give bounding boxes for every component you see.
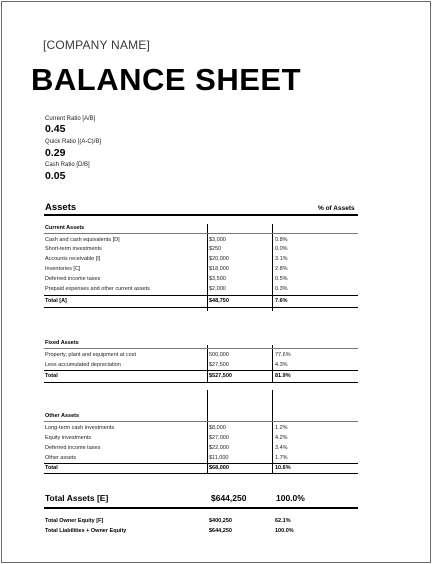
fixed-assets-total-amount: $527,500 — [209, 373, 232, 379]
current-ratio-value: 0.45 — [45, 123, 66, 135]
liabilities-equity-label: Total Liabilities + Owner Equity — [45, 528, 127, 534]
column-divider — [272, 390, 273, 473]
asset-row-label: Deferred income taxes — [45, 276, 101, 282]
current-assets-heading: Current Assets — [45, 225, 85, 231]
asset-row-pct: 3.1% — [275, 256, 288, 262]
liabilities-equity-amount: $644,250 — [209, 528, 232, 534]
asset-row-amount[interactable]: $8,000 — [209, 425, 226, 431]
fixed-assets-heading: Fixed Assets — [45, 340, 79, 346]
current-assets-total-pct: 7.6% — [275, 298, 288, 304]
cash-ratio-value: 0.05 — [45, 170, 66, 182]
quick-ratio-label: Quick Ratio [(A-C)/B] — [45, 139, 102, 145]
asset-row-pct: 1.2% — [275, 425, 288, 431]
fixed-assets-total-pct: 81.9% — [275, 373, 291, 379]
asset-row-pct: 4.3% — [275, 362, 288, 368]
total-assets-pct: 100.0% — [276, 493, 305, 503]
pct-of-assets-header: % of Assets — [318, 205, 355, 212]
asset-row-amount[interactable]: $3,000 — [209, 237, 226, 243]
asset-row-amount[interactable]: $2,000 — [209, 286, 226, 292]
quick-ratio-value: 0.29 — [45, 147, 66, 159]
asset-row-pct: 0.0% — [275, 246, 288, 252]
asset-row-label: Long-term cash investments — [45, 425, 115, 431]
asset-row-pct: 0.5% — [275, 276, 288, 282]
asset-row-pct: 0.8% — [275, 237, 288, 243]
total-assets-rule — [44, 507, 358, 509]
asset-row-pct: 1.7% — [275, 455, 288, 461]
fixed-assets-total-label: Total — [45, 373, 58, 379]
asset-row-label: Deferred income taxes — [45, 445, 101, 451]
asset-row-label: Equity investments — [45, 435, 92, 441]
other-assets-total-label: Total — [45, 465, 58, 471]
asset-row-amount[interactable]: $250 — [209, 246, 222, 252]
asset-row-amount[interactable]: $20,000 — [209, 256, 229, 262]
other-assets-heading: Other Assets — [45, 413, 80, 419]
column-divider — [207, 390, 208, 473]
asset-row-pct: 2.8% — [275, 266, 288, 272]
owner-equity-pct: 62.1% — [275, 518, 291, 524]
assets-header-rule — [44, 214, 358, 216]
column-divider — [272, 345, 273, 383]
total-rule — [44, 473, 358, 474]
other-assets-total-pct: 10.6% — [275, 465, 291, 471]
asset-row-amount[interactable]: $27,500 — [209, 362, 229, 368]
section-rule — [44, 348, 358, 349]
total-rule — [44, 463, 358, 464]
total-rule — [44, 307, 358, 308]
asset-row-amount[interactable]: $27,000 — [209, 435, 229, 441]
current-assets-total-amount: $48,750 — [209, 298, 229, 304]
asset-row-label: Other assets — [45, 455, 77, 461]
owner-equity-amount: $400,250 — [209, 518, 232, 524]
company-name[interactable]: [COMPANY NAME] — [43, 38, 151, 52]
asset-row-amount[interactable]: 500,000 — [209, 352, 229, 358]
asset-row-amount[interactable]: $18,000 — [209, 266, 229, 272]
current-assets-total-label: Total [A] — [45, 298, 67, 304]
asset-row-label: Accounts receivable [I] — [45, 256, 101, 262]
asset-row-amount[interactable]: $22,000 — [209, 445, 229, 451]
asset-row-label: Less accumulated depreciation — [45, 362, 121, 368]
asset-row-label: Cash and cash equivalents [D] — [45, 237, 120, 243]
column-divider — [272, 224, 273, 311]
asset-row-amount[interactable]: $11,000 — [209, 455, 229, 461]
column-divider — [207, 345, 208, 383]
owner-equity-label: Total Owner Equity [F] — [45, 518, 104, 524]
column-divider — [207, 224, 208, 311]
asset-row-label: Property, plant and equipment at cost — [45, 352, 137, 358]
section-rule — [44, 233, 358, 234]
total-rule — [44, 382, 358, 383]
asset-row-label: Prepaid expenses and other current assets — [45, 286, 150, 292]
liabilities-equity-pct: 100.0% — [275, 528, 294, 534]
other-assets-total-amount: $68,000 — [209, 465, 229, 471]
total-assets-label: Total Assets [E] — [45, 493, 109, 503]
asset-row-label: Short-term investments — [45, 246, 102, 252]
total-assets-amount: $644,250 — [211, 493, 247, 503]
cash-ratio-label: Cash Ratio [D/B] — [45, 162, 90, 168]
current-ratio-label: Current Ratio [A/B] — [45, 116, 96, 122]
page-title: BALANCE SHEET — [31, 62, 302, 97]
assets-section-title: Assets — [45, 202, 77, 213]
asset-row-label: Inventories [C] — [45, 266, 81, 272]
asset-row-pct: 4.2% — [275, 435, 288, 441]
total-rule — [44, 370, 358, 371]
total-rule — [44, 295, 358, 296]
asset-row-pct: 0.3% — [275, 286, 288, 292]
asset-row-amount[interactable]: $3,500 — [209, 276, 226, 282]
asset-row-pct: 3.4% — [275, 445, 288, 451]
asset-row-pct: 77.6% — [275, 352, 291, 358]
section-rule — [44, 421, 358, 422]
